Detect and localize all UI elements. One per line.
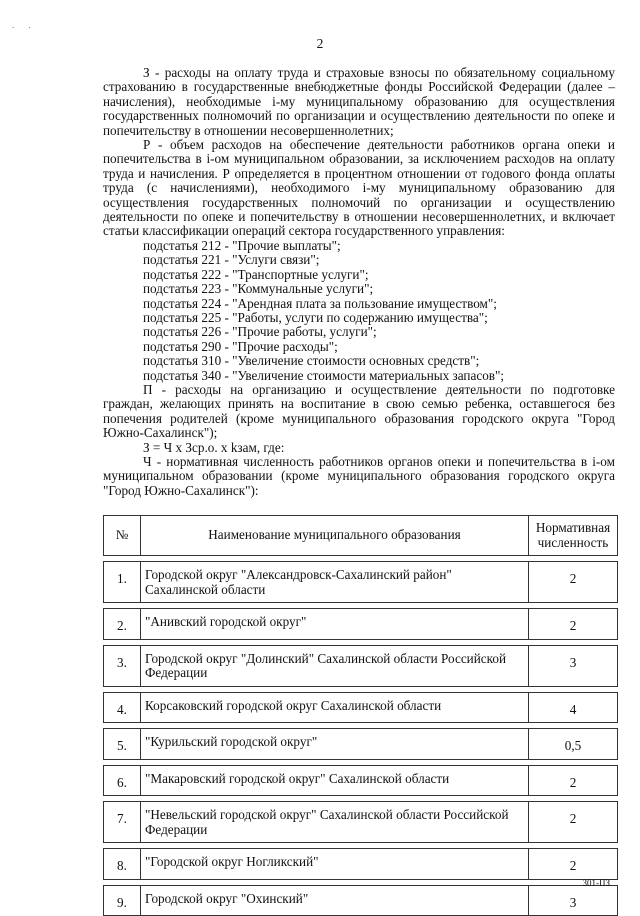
list-item: подстатья 221 - "Услуги связи"; — [143, 252, 320, 268]
row-value: 4 — [529, 692, 618, 723]
row-name: Городской округ "Александровск-Сахалинский район" Сахалинской области — [141, 562, 529, 603]
table-row — [104, 802, 618, 843]
row-name: "Курильский городской округ" — [141, 729, 529, 760]
row-number: 5. — [104, 729, 141, 760]
row-number: 1. — [104, 562, 141, 603]
list-item: подстатья 223 - "Коммунальные услуги"; — [143, 281, 374, 297]
row-number: 2. — [104, 609, 141, 640]
row-value: 2 — [529, 849, 618, 880]
staffing-table — [103, 515, 618, 916]
row-value: 0,5 — [529, 729, 618, 760]
table-row — [104, 692, 618, 723]
row-value: 2 — [529, 765, 618, 796]
list-item: подстатья 340 - "Увеличение стоимости материальных запасов"; — [143, 367, 505, 383]
list-item: подстатья 225 - "Работы, услуги по содержанию имущества"; — [143, 309, 488, 325]
list-item: подстатья 212 - "Прочие выплаты"; — [143, 237, 341, 253]
corner-marks: . . — [12, 20, 37, 30]
row-value: 2 — [529, 609, 618, 640]
row-name: Корсаковский городской округ Сахалинской области — [141, 692, 529, 723]
footer-code: 301-ПЗ — [582, 878, 610, 888]
row-number: 8. — [104, 849, 141, 880]
paragraph-ch: Ч - нормативная численность работников органов опеки и попечительства в i-ом муниципальном образовании (кроме муниципального образования городского округа "Город Южно-Сахалинск"): — [103, 453, 615, 498]
row-value: 2 — [529, 562, 618, 603]
table-row — [104, 729, 618, 760]
list-item: подстатья 224 - "Арендная плата за пользование имуществом"; — [143, 295, 497, 311]
substatement-list — [103, 239, 615, 383]
row-name: "Городской округ Ногликский" — [141, 849, 529, 880]
formula: З = Ч x Зср.о. x kзам, где: — [143, 439, 285, 455]
table-row — [104, 645, 618, 686]
row-name: Городской округ "Долинский" Сахалинской области Российской Федерации — [141, 645, 529, 686]
table-row — [104, 885, 618, 916]
row-number: 9. — [104, 885, 141, 916]
row-value: 3 — [529, 885, 618, 916]
table-row — [104, 609, 618, 640]
paragraph-z: З - расходы на оплату труда и страховые взносы по обязательному социальному страхованию в государственные внебюджетные фонды Российской Федерации (далее – начисления), необходимые i-му муниципальному образованию для осуществления государственных полномочий по организации и осуществлению деятельности по опеке и попечительству в отношении несовершеннолетних; — [103, 65, 615, 138]
list-item: подстатья 310 - "Увеличение стоимости основных средств"; — [143, 353, 480, 369]
paragraph-r: Р - объем расходов на обеспечение деятельности работников органа опеки и попечительства в i-ом муниципальном образовании, за исключением расходов на оплату труда и начисления. Р определяется в процентном отношении от годового фонда оплаты труда (с начислениями), необходимого i-му муниципальному образованию для осуществления государственных полномочий по организации и осуществлению деятельности по опеке и попечительству в отношении несовершеннолетних, и включает статьи классификации операций сектора государственного управления: — [103, 137, 615, 239]
row-value: 2 — [529, 802, 618, 843]
row-name: "Невельский городской округ" Сахалинской области Российской Федерации — [141, 802, 529, 843]
header-number: № — [104, 516, 141, 556]
table-row — [104, 562, 618, 603]
row-number: 6. — [104, 765, 141, 796]
list-item: подстатья 222 - "Транспортные услуги"; — [143, 266, 369, 282]
header-name: Наименование муниципального образования — [141, 516, 529, 556]
row-name: "Макаровский городской округ" Сахалинской области — [141, 765, 529, 796]
table-header-row — [104, 516, 618, 556]
header-value: Нормативная численность — [529, 516, 618, 556]
row-value: 3 — [529, 645, 618, 686]
table-row — [104, 765, 618, 796]
row-number: 3. — [104, 645, 141, 686]
document-body — [103, 66, 615, 498]
row-name: "Анивский городской округ" — [141, 609, 529, 640]
row-name: Городской округ "Охинский" — [141, 885, 529, 916]
list-item: подстатья 226 - "Прочие работы, услуги"; — [143, 324, 377, 340]
page-number: 2 — [316, 36, 324, 51]
table-row — [104, 849, 618, 880]
paragraph-p: П - расходы на организацию и осуществление деятельности по подготовке граждан, желающих принять на воспитание в свою семью ребенка, оставшегося без попечения родителей (кроме муниципального образования городского округа "Город Южно-Сахалинск"); — [103, 381, 615, 441]
row-number: 4. — [104, 692, 141, 723]
list-item: подстатья 290 - "Прочие расходы"; — [143, 338, 338, 354]
row-number: 7. — [104, 802, 141, 843]
